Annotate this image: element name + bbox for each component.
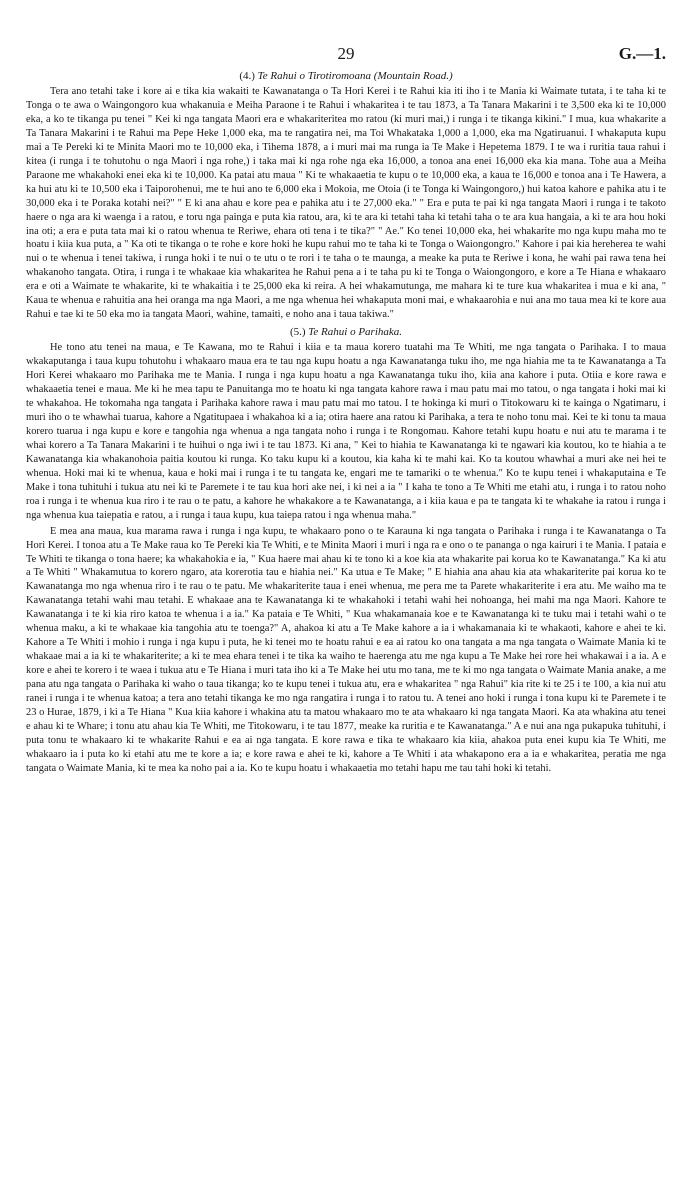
section-title: Te Rahui o Parihaka.: [308, 326, 403, 339]
paragraph: Tera ano tetahi take i kore ai e tika kia wakaiti te Kawanatanga o Ta Hori Kerei i te Rahui kia iti iho i te Mania ki Waimate tutata, i te taha ki te Tonga o te awa o Waingongoro kua whakanuia e Meiha Paraone i te Rahui i whakaritea i te tau 1873, a Ta Tanara Makarini i te 3,500 eka ki te 10,000 eka, a ko te tikanga pu tenei " Kei ki nga tangata Maori era e whakariteritea mo ratou (ki muri mai,) i runga i te tikanga kikini." I mua, kua whakarite a Ta Tanara Makarini i te Rahui ma Pepe Heke 1,000 eka, ma te rangatira nei, ma Toi Whakataka 1,000 a 1,000, eka ma Ngatiruanui. I whakaputa kupu mai a Te Pereki ki te Minita Maori mo te 10,000 eka, i Tihema 1878, a i muri mai ma runga ia Te Make i Hepetema 1879. I te wa i ruritia taua rahui i kitea (i runga i te tohutohu o nga Maori i nga rohe,) i taka mai ki nga rohe nga eka 16,000, a tonoa ana enei 16,000 eka kia mana. Tohe aua a Meiha Paraone me whakahoki enei eka ki te 10,000. Ka patai atu maua " Ki te whakaaetia te kupu o te 10,000 eka, a kaua te 16,000 e tonoa ana i Te Hawera, a ka hui atu ki te 10,500 eka i Taiporohenui, me te hui ano te 6,000 eka i Mokoia, me Otoia (i te Tonga ki Waingongoro,) hui katoa kahore e pahika atu i te 30,000 eka i te Poraka kotahi nei?" " E ki ana ahau e kore pea e pahika atu i te 27,000 eka." " Era e puta te pai ki nga tangata Maori i runga i te takoto haere o nga ara ki waenga i a ratou, e toru nga painga e puta kia ratou, ara, ki te ara ki tetahi taha ki tetahi taha o te ara kua hangaia, a ki te ara hou hoki ina oti; a era e puta tata mai ki o ratou whenua te Reriwe, ehara oti tena i te tika?" " Ae." Ko tenei 10,000 eka, hei whakarite mo nga kupu maha mo te hoatu i kiia kua puta, a " Ka oti te tikanga o te rohe e kore hoki he kupu rahui mo te taha ki te Tonga o Waiongongro." Kahore i pai kia hereherea te wahi nui o te whenua i tenei takiwa, i runga hoki i te nui o te utu o te rori i te taha o te maunga, a meake ka puta te Reriwe i kona, he wahi pai rawa tena hei whakanoho tangata. Otira, i runga i te whakaae kia whakaritea he Rahui pena a i te taha pu ki te Tonga o Waiongongoro, e kore a Te Hiana e whakaaro era e oti a Waimate te whakarite, ki te whakaitia i te 25,000 eka ki reira. A hei whakamutunga, me mahara ki te ture kua whakaritea i mua e ki ana, " Kaua te whenua e rahuitia ana hei oranga ma nga Maori, a me nga whenua hei whakaputa moni mai, e whakaarohia e nui ana mo taua mea ki te kore aua Rahui e tae ki te 50 eka mo ia tangata Maori, wahine, tamaiti, e noho ana i taua takiwa.": [26, 86, 666, 321]
paragraph: E mea ana maua, kua marama rawa i runga i nga kupu, te whakaaro pono o te Karauna ki nga tangata o Parihaka i runga i te Kawanatanga o Ta Hori Kerei. I tonoa atu a Te Make raua ko Te Pereki kia Te Whiti, e te Minita Maori i muri i nga ra e ono o te pananga o nga kairuri i te Mania. I pataia e Te Whiti te tikanga o tona haere; ka whakahokia e ia, " Kua haere mai ahau ki te tono ki a koe kia ata whakarite pai korua ko te Kawanatanga." Ka ki atu a Te Whiti " Whakamutua to korero ngaro, ata korerotia tau e hiahia nei." Ka utua e Te Make; " E hiahia ana ahau kia ata whakariterite pai korua ko te Kawanatanga mo nga whenua riro i te rau o te patu. Me whakariterite taua i enei whenua, me pera me ta Parete whakariterite i era atu. Me waiho ma te Kawanatanga tetahi wahi mau tetahi. E whakaae ana te Kawanatanga ki te whakahoki i tetahi wahi hei nohoanga, hei mahi ma nga Maori. Kahore te Kawanatanga i te ki kia riro katoa te whenua i a ia." Ka pataia e Te Whiti, " Kua whakamanaia koe e te Kawanatanga ki te tuku mai i tetahi wahi o te whenua maku, a ki te whakaae kia tangohia atu te toenga?" A, ahakoa ki atu a Te Make kahore a ia i whakamanaia ki te whakaoti, kahore e ahei te ki. Kahore a Te Whiti i mohio i runga i nga kupu i puta, he ki tenei mo te hoatu rahui e ea ai ratou ko ona tangata a ma nga tangata o Waimate Mania ki te whakaae mai a ia ki te whakariterite; a ki te mea ehara tenei i te tika ka waiho te haerenga atu me nga kupu a Te Make hei rore hei whakawai i a ia. A e kore e ahei te korero i te waea i tukua atu e Te Hiana i muri tata iho ki a Te Make hei utu mo tana, me te ki mo nga tangata o Waimate Mania anake, a me pana atu nga tangata o Parihaka ki waho o taua tikanga; ko te kupu tenei i tukua atu, era e whakaritea " nga Rahui" kia rite ki te 25 i te 100, a kia nui atu ranei i runga i te whenua katoa; a tera ano tetahi tikanga ke mo nga rangatira i runga i to ratou tu. A tenei ano hoki i runga i tona kupu ki te Paremete i te 23 o Hurae, 1879, i ki a Te Hiana " Kua kiia kahore i whakina atu ta matou whakaaro mo te ata whakaaro ki nga tangata Maori. Ka ata whakina atu tenei e ahau ki te Whare; i tonu atu ahau kia Te Whiti, me Titokowaru, i te tau 1877, meake ka ruritia e te Kawanatanga." A e nui ana nga pukapuka tuhituhi, i puta tonu te whakaaro ki te whakarite Rahui e ea ai nga tangata. E kore rawa e tika te whakaaro kia kiia, ahakoa puta enei kupu kia Te Whiti, me whakaaro ia i puta ko ki etahi atu me te kore a ia; e kore rawa e ahei te ki, kahore a Te Whiti i ata whakapono era a ia e whakaritea, peratia me nga tangata o Waimate Mania, ki te mea ka noho pai a ia. Ko te kupu hoatu i whakaaetia mo tetahi hapu me tau tahi hoki ki tetahi.: [26, 525, 666, 774]
section-heading-rahui-tirotiromoana: [26, 69, 666, 83]
paragraph: He tono atu tenei na maua, e Te Kawana, mo te Rahui i kiia e ta maua korero tuatahi ma Te Whiti, me nga tangata o Parihaka. I to maua wkakaputanga i taua kupu tohutohu i whakaaro maua era te tau nga kupu hoatu a nga Kawanatanga tuku iho, me nga hiahia me ta te Kawanatanga a Ta Hori Kerei whakaaro mo Parihaka me te Mania. I runga i nga kupu hoatu a nga Kawanatanga tuku iho, kiia ana kahore i puta. Otiia e kore rawa e whakaaetia tenei e maua. Me ki he mea tapu te Panuitanga mo te hoatu ki nga tangata kahore rawa i mau patu mai mo tatou, o nga tangata i hoki mai ki te whakahoa. He tokomaha nga tangata i Parihaka kahore rawa i mau patu mai mo tatou. I te hokinga ki muri o Titokowaru ki te kainga o Ngatimaru, i muri iho o te whawhai tuarua, kahore a Ngatitupaea i whakahoa ki a ia; otira haere ana ratou ki Parihaka, a tera te noho tonu mai. Kei te ki tonu ta maua korero tuarua i nga kupu e kore e tangohia nga whenua a nga tangata noho i runga i te Rongomau. Kahore tetahi kupu hoatu e nui atu te marama i te whai korero a Ta Tanara Makarini i te huihui o nga iwi i te tau 1873. Ki ana, " Kei to hiahia te Kawanatanga ki te ngawari kia koutou, ko te hiahia a te Kawanatanga kia whakanohoia paitia koutou ki runga. Ko taku kupu ki a koutou, kia kaha ki te mahi kai. Ko ta koutou whawhai a muri ake nei hei te whenua. Hoki mai ki te whenua, kaua e hoki mai i runga i te tu tangata ke, engari me te tamariki o te whenua." Ko te kupu tenei i whakaputaina e Te Make i tona tuhituhi i tukua atu nei ki te Paremete i te tau kua hori ake nei, i ki nei a ia " I kaha te tono a Te Whiti me etahi atu, i runga i to ratou noho roa i runga i te whenua kua riro i te rau o te patu, a kahore he whakakore a te Kawanatanga, a i kiia kaua e pa te tangata ki te whakahe ia ratou i runga i nga whenua kua taiepatia e ratou, a i runga i taua kupu, kua taiepa ratou i nga whenua maha.": [26, 342, 666, 521]
document-code: G.—1.: [618, 44, 666, 63]
page-header: [26, 44, 666, 66]
section-heading-rahui-parihaka: [26, 325, 666, 339]
document-page: [26, 44, 666, 1174]
section-number: (5.): [289, 326, 306, 339]
section-title: Te Rahui o Tirotiromoana (Mountain Road.): [257, 70, 453, 82]
page-number: 29: [337, 44, 355, 63]
section-number: (4.): [239, 70, 255, 82]
